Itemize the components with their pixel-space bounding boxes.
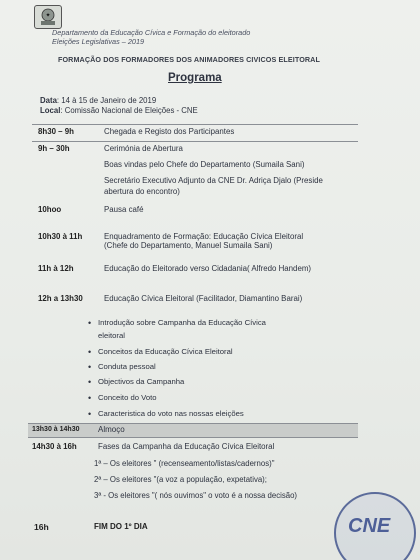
schedule-activity: Chegada e Registo dos Participantes: [104, 127, 235, 136]
bullet-continuation: eleitoral: [98, 331, 125, 340]
schedule-activity: Fases da Campanha da Educação Cívica Eleitoral: [98, 442, 275, 451]
schedule-row: [32, 127, 358, 139]
coat-of-arms-logo: [34, 5, 62, 29]
bullet-text: Caracteristica do voto nas nossas eleições: [98, 409, 244, 418]
bullet-text: Conduta pessoal: [98, 362, 156, 371]
bullet-text: Objectivos da Campanha: [98, 377, 185, 386]
schedule-time: 8h30 – 9h: [38, 127, 74, 136]
schedule-time: 12h a 13h30: [38, 294, 83, 303]
election-subtitle: Eleições Legislativas – 2019: [52, 37, 145, 46]
schedule-row: [32, 232, 358, 254]
phase-item: 2ª – Os eleitores "(a voz a população, expetativa);: [94, 475, 267, 484]
date-line: [40, 96, 156, 105]
location-line: [40, 106, 198, 115]
schedule-activity: Educação Cívica Eleitoral (Facilitador, Diamantino Barai): [104, 294, 303, 303]
program-heading: Programa: [168, 72, 222, 84]
table-rule: [32, 124, 358, 125]
table-rule: [32, 141, 358, 142]
schedule-time: 13h30 à 14h30: [32, 426, 80, 433]
schedule-row: [28, 442, 358, 454]
list-item: [98, 318, 348, 328]
schedule-time: 9h – 30h: [38, 144, 70, 153]
schedule-activity: Educação do Eleitorado verso Cidadania( Alfredo Handem): [104, 264, 312, 273]
schedule-activity: abertura do encontro): [104, 187, 180, 196]
date-value: : 14 à 15 de Janeiro de 2019: [56, 96, 157, 105]
schedule-activity: Boas vindas pelo Chefe do Departamento (Sumaila Sani): [104, 160, 305, 169]
schedule-time: 10hoo: [38, 205, 62, 214]
list-item: [98, 362, 348, 372]
bullet-text: Conceitos da Educação Cívica Eleitoral: [98, 347, 233, 356]
date-label: Data: [40, 96, 57, 105]
bullet-text: Introdução sobre Campanha da Educação Cívica: [98, 318, 266, 327]
schedule-activity: Cerimónia de Abertura: [104, 144, 183, 153]
phase-item: 3ª - Os eleitores "( nós ouvimos" o voto é a nossa decisão): [94, 491, 298, 500]
schedule-activity: (Chefe do Departamento, Manuel Sumaila Sani): [104, 241, 273, 250]
schedule-row: [32, 264, 358, 276]
location-value: : Comissão Nacional de Eleições - CNE: [60, 106, 198, 115]
schedule-activity: Secretário Executivo Adjunto da CNE Dr. Adriça Djalo (Preside: [104, 176, 323, 185]
location-label: Local: [40, 106, 61, 115]
stamp-text: CNE: [348, 515, 391, 537]
list-item: [98, 377, 348, 387]
schedule-row: [32, 144, 358, 198]
schedule-row: [32, 294, 358, 306]
list-item: [98, 409, 348, 419]
phase-item: 1ª – Os eleitores " (recenseamento/listas/cadernos)": [94, 459, 275, 468]
department-name: Departamento da Educação Cívica e Formação do eleitorado: [52, 28, 251, 37]
lunch-row: [28, 423, 358, 438]
list-item: [98, 393, 348, 403]
department-header: [52, 28, 250, 46]
svg-text:✦: ✦: [45, 13, 51, 19]
footer-label: FIM DO 1º DIA: [94, 522, 148, 531]
document-title: FORMAÇÃO DOS FORMADORES DOS ANIMADORES CIVICOS ELEITORAL: [58, 55, 320, 64]
bullet-text: Conceito do Voto: [98, 393, 157, 402]
schedule-activity: Enquadramento de Formação: Educação Cívica Eleitoral: [104, 232, 304, 241]
schedule-activity: Almoço: [98, 425, 125, 434]
schedule-activity: Pausa café: [104, 205, 144, 214]
list-item: [98, 347, 348, 357]
schedule-time: 11h à 12h: [38, 264, 74, 273]
footer-time: 16h: [34, 522, 49, 532]
schedule-time: 10h30 à 11h: [38, 232, 83, 241]
schedule-row: [32, 205, 358, 217]
schedule-time: 14h30 à 16h: [32, 442, 77, 451]
